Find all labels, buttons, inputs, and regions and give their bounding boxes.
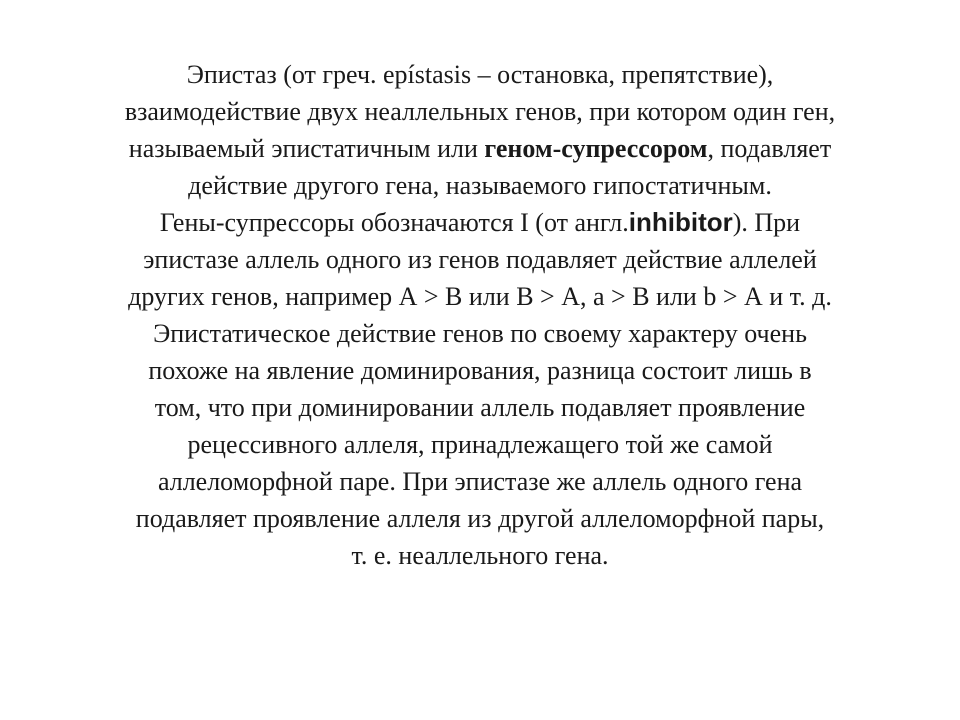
text-line-12: аллеломорфной паре. При эпистазе же аллель одного гена xyxy=(157,467,803,496)
text-line-13: подавляет проявление аллеля из другой аллеломорфной пары, xyxy=(135,504,825,533)
text-line-2: взаимодействие двух неаллельных генов, при котором один ген, xyxy=(124,97,836,126)
text-line-6: эпистазе аллель одного из генов подавляет действие аллелей xyxy=(143,245,817,274)
text-line-5-pre: Гены-супрессоры обозначаются I (от англ. xyxy=(159,208,629,237)
text-line-14: т. е. неаллельного гена. xyxy=(351,541,609,570)
term-gene-suppressor: геном-супрессором xyxy=(484,134,708,163)
text-line-9: похоже на явление доминирования, разница состоит лишь в xyxy=(148,356,812,385)
text-line-5 xyxy=(20,204,940,241)
term-inhibitor: inhibitor xyxy=(628,207,733,237)
text-line-11: рецессивного аллеля, принадлежащего той же самой xyxy=(187,430,773,459)
text-line-1: Эпистаз (от греч. epístasis – остановка, препятствие), xyxy=(186,60,774,89)
text-line-4: действие другого гена, называемого гипостатичным. xyxy=(188,171,772,200)
text-line-5-post: ). При xyxy=(732,208,801,237)
text-line-8: Эпистатическое действие генов по своему характеру очень xyxy=(153,319,807,348)
text-line-10: том, что при доминировании аллель подавляет проявление xyxy=(154,393,806,422)
text-line-3-post: , подавляет xyxy=(707,134,832,163)
text-line-3 xyxy=(20,130,940,167)
text-line-3-pre: называемый эпистатичным или xyxy=(128,134,485,163)
text-line-7: других генов, например А > В или В > А, а > В или b > А и т. д. xyxy=(128,282,832,311)
slide-body-text xyxy=(20,56,940,574)
